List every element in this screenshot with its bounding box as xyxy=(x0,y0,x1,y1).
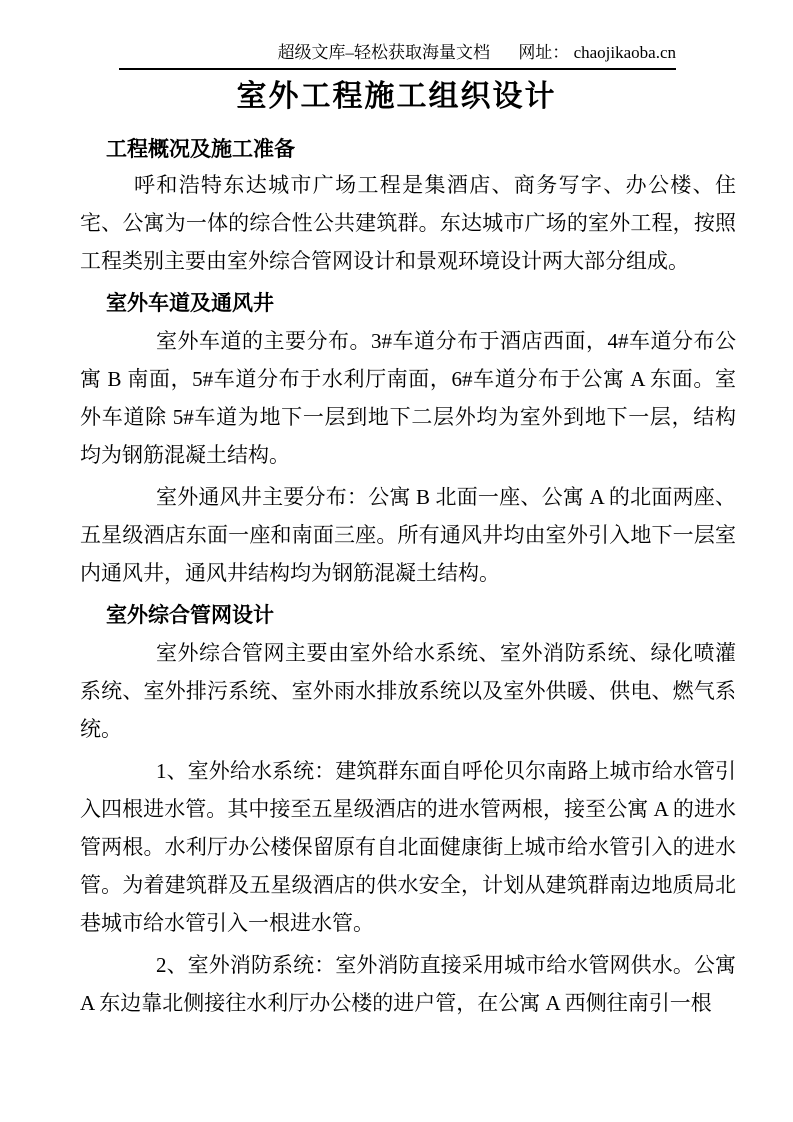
section-heading-pipe-network-design: 室外综合管网设计 xyxy=(106,603,274,627)
paragraph: 呼和浩特东达城市广场工程是集酒店、商务写字、办公楼、住宅、公寓为一体的综合性公共建筑群。东达城市广场的室外工程，按照工程类别主要由室外综合管网设计和景观环境设计两大部分组成。 xyxy=(80,173,736,273)
document-body xyxy=(80,126,736,1022)
section-heading-project-overview: 工程概况及施工准备 xyxy=(106,137,295,161)
paragraph: 室外综合管网主要由室外给水系统、室外消防系统、绿化喷灌系统、室外排污系统、室外雨水排放系统以及室外供暖、供电、燃气系统。 xyxy=(80,641,736,741)
paragraph: 室外车道的主要分布。3#车道分布于酒店西面，4#车道分布公寓 B 南面，5#车道分布于水利厅南面，6#车道分布于公寓 A 东面。室外车道除 5#车道为地下一层到地下二层外均为室外到地下一层，结构均为钢筋混凝土结构。 xyxy=(80,329,736,467)
page-header xyxy=(119,42,676,70)
header-url: chaojikaoba.cn xyxy=(573,43,676,62)
header-site-text: 超级文库–轻松获取海量文档 xyxy=(277,43,491,62)
paragraph: 1、室外给水系统：建筑群东面自呼伦贝尔南路上城市给水管引入四根进水管。其中接至五星级酒店的进水管两根，接至公寓 A 的进水管两根。水利厅办公楼保留原有自北面健康街上城市给水管引入的进水管。为着建筑群及五星级酒店的供水安全，计划从建筑群南边地质局北巷城市给水管引入一根进水管。 xyxy=(80,759,736,935)
document-title: 室外工程施工组织设计 xyxy=(236,80,557,113)
section-heading-driveways-vents: 室外车道及通风井 xyxy=(106,291,274,315)
header-url-label: 网址： xyxy=(518,43,570,62)
paragraph: 室外通风井主要分布：公寓 B 北面一座、公寓 A 的北面两座、五星级酒店东面一座和南面三座。所有通风井均由室外引入地下一层室内通风井，通风井结构均为钢筋混凝土结构。 xyxy=(80,485,736,585)
paragraph: 2、室外消防系统：室外消防直接采用城市给水管网供水。公寓 A 东边靠北侧接往水利厅办公楼的进户管，在公寓 A 西侧往南引一根 xyxy=(80,953,736,1015)
